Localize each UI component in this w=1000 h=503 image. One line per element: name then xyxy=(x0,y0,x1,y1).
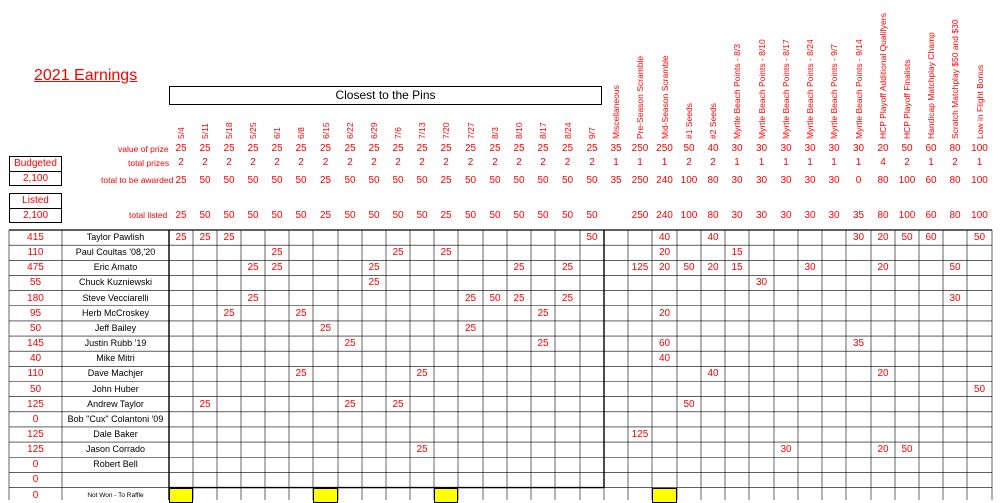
prize-cell: 25 xyxy=(416,444,428,456)
player-name: Jeff Bailey xyxy=(94,322,137,333)
value-of-prize-cell: 25 xyxy=(561,143,574,154)
prize-cell: 20 xyxy=(658,262,671,274)
player-name: Andrew Taylor xyxy=(87,398,144,409)
raffle-highlight xyxy=(434,488,458,503)
total-prizes-cell: 2 xyxy=(274,157,280,168)
prize-cell: 25 xyxy=(344,338,356,350)
prize-cell: 60 xyxy=(925,232,937,243)
total-prizes-cell: 2 xyxy=(250,157,256,168)
total-prizes-cell: 1 xyxy=(613,157,619,168)
prize-cell: 20 xyxy=(658,307,671,319)
total-awarded-label: total to be awarded xyxy=(101,175,174,185)
total-prizes-cell: 2 xyxy=(492,157,498,168)
prize-cell: 25 xyxy=(440,247,452,259)
total-listed-cell: 50 xyxy=(537,210,549,221)
value-of-prize-cell: 30 xyxy=(780,143,792,154)
prize-cell: 25 xyxy=(223,232,235,243)
column-header: #2 Seeds xyxy=(708,103,718,139)
prize-cell: 25 xyxy=(561,262,574,274)
prize-cell: 30 xyxy=(852,232,865,243)
total-prizes-cell: 2 xyxy=(395,157,401,168)
player-total: 110 xyxy=(27,368,44,380)
total-listed-cell: 60 xyxy=(925,210,937,221)
total-prizes-cell: 1 xyxy=(855,157,862,168)
column-header: 8/24 xyxy=(562,122,573,139)
value-of-prize-cell: 25 xyxy=(271,143,283,154)
total-prizes-cell: 1 xyxy=(758,157,765,168)
budgeted-label: Budgeted xyxy=(10,157,61,172)
column-header: 7/20 xyxy=(441,122,451,139)
total-listed-cell: 30 xyxy=(755,210,768,221)
player-name: Jason Corrado xyxy=(85,444,146,455)
total-awarded-cell: 50 xyxy=(199,175,211,186)
prize-cell: 50 xyxy=(949,262,961,274)
total-awarded-cell: 50 xyxy=(416,175,428,186)
player-name: John Huber xyxy=(92,383,139,394)
total-prizes-cell: 2 xyxy=(226,157,232,168)
total-awarded-cell: 35 xyxy=(610,175,622,186)
player-name: Steve Vecciarelli xyxy=(82,292,149,303)
total-prizes-cell: 2 xyxy=(952,157,958,168)
value-of-prize-cell: 30 xyxy=(755,143,768,154)
total-prizes-cell: 2 xyxy=(564,157,571,168)
total-prizes-label: total prizes xyxy=(128,158,170,168)
total-listed-cell: 25 xyxy=(175,210,187,221)
total-listed-cell: 50 xyxy=(271,210,283,221)
prize-cell: 25 xyxy=(199,232,211,243)
total-awarded-cell: 250 xyxy=(631,175,649,186)
prize-cell: 40 xyxy=(707,368,719,380)
player-name: Eric Amato xyxy=(93,262,138,273)
player-total: 125 xyxy=(27,398,44,410)
column-header: Handicap Matchplay Champ xyxy=(926,32,936,139)
value-of-prize-cell: 30 xyxy=(731,143,743,154)
column-header: 6/1 xyxy=(272,127,282,139)
total-prizes-cell: 2 xyxy=(322,157,329,168)
listed-value: 2,100 xyxy=(22,210,49,221)
closest-to-pins-header: Closest to the Pins xyxy=(169,86,602,105)
value-of-prize-cell: 25 xyxy=(586,143,598,154)
prize-cell: 40 xyxy=(658,232,671,243)
prize-cell: 40 xyxy=(707,232,719,243)
total-prizes-cell: 1 xyxy=(783,157,789,168)
player-total: 50 xyxy=(29,322,42,334)
player-total: 180 xyxy=(27,292,44,304)
total-awarded-cell: 50 xyxy=(392,175,404,186)
column-header: Myrtle Beach Points - 8/17 xyxy=(781,39,791,139)
total-awarded-cell: 30 xyxy=(731,175,743,186)
player-name: Bob "Cux" Colantoni '09 xyxy=(67,413,164,424)
total-awarded-cell: 50 xyxy=(513,175,525,186)
column-header: 6/15 xyxy=(320,122,331,139)
total-awarded-cell: 80 xyxy=(707,175,719,186)
player-total: 145 xyxy=(27,338,44,350)
column-header: #1 Seeds xyxy=(684,103,694,139)
total-awarded-cell: 50 xyxy=(271,175,283,186)
total-listed-cell: 30 xyxy=(804,210,816,221)
total-prizes-cell: 2 xyxy=(516,157,522,168)
total-awarded-cell: 100 xyxy=(680,175,698,186)
player-name: Robert Bell xyxy=(93,459,138,470)
total-listed-cell: 50 xyxy=(392,210,404,221)
column-header: Scratch Matchplay $50 and $30 xyxy=(950,19,960,139)
column-header: Myrtle Beach Points - 8/10 xyxy=(756,39,767,139)
prize-cell: 20 xyxy=(877,368,889,380)
player-name: Dave Machjer xyxy=(87,368,144,379)
total-prizes-cell: 2 xyxy=(710,157,716,168)
total-prizes-cell: 2 xyxy=(904,157,910,168)
prize-cell: 25 xyxy=(247,262,259,274)
total-awarded-cell: 30 xyxy=(804,175,816,186)
prize-cell: 25 xyxy=(271,262,283,274)
column-header: 5/11 xyxy=(200,123,210,139)
column-header: HCP Playoff Finalists xyxy=(902,59,912,139)
value-of-prize-cell: 20 xyxy=(877,143,889,154)
prize-cell: 20 xyxy=(877,262,889,274)
total-listed-cell: 30 xyxy=(731,210,743,221)
total-prizes-cell: 2 xyxy=(347,157,353,168)
total-listed-cell: 80 xyxy=(707,210,719,221)
player-total: 415 xyxy=(27,232,44,243)
prize-cell: 25 xyxy=(271,247,283,259)
total-prizes-cell: 2 xyxy=(298,157,304,168)
total-awarded-cell: 100 xyxy=(898,175,916,186)
column-header: Myrtle Beach Points - 9/7 xyxy=(829,44,839,139)
value-of-prize-cell: 25 xyxy=(319,143,332,154)
column-header: Miscellaneous xyxy=(611,85,621,139)
prize-cell: 30 xyxy=(780,444,792,456)
value-of-prize-cell: 250 xyxy=(656,143,673,154)
column-header: 8/10 xyxy=(514,122,524,139)
total-prizes-cell: 1 xyxy=(661,157,668,168)
column-header: 5/18 xyxy=(224,122,234,139)
total-awarded-cell: 50 xyxy=(295,175,307,186)
player-total: 0 xyxy=(32,474,39,486)
total-awarded-cell: 50 xyxy=(561,175,574,186)
player-total: 0 xyxy=(32,459,39,471)
prize-cell: 30 xyxy=(949,292,961,304)
column-header: 9/7 xyxy=(587,127,597,139)
value-of-prize-cell: 50 xyxy=(901,143,913,154)
player-name: Paul Coultas '08,'20 xyxy=(75,247,156,258)
player-total: 0 xyxy=(32,413,39,425)
prize-cell: 50 xyxy=(586,232,598,243)
value-of-prize-cell: 25 xyxy=(392,143,404,154)
total-listed-cell: 50 xyxy=(416,210,428,221)
budgeted-value: 2,100 xyxy=(22,173,49,184)
player-total: 110 xyxy=(27,247,44,259)
total-listed-cell: 25 xyxy=(440,210,452,221)
prize-cell: 60 xyxy=(658,338,671,350)
total-prizes-cell: 1 xyxy=(734,157,740,168)
prize-cell: 50 xyxy=(901,444,913,456)
prize-cell: 25 xyxy=(368,277,380,289)
total-listed-label: total listed xyxy=(129,210,168,220)
total-awarded-cell: 25 xyxy=(440,175,452,186)
prize-cell: 30 xyxy=(804,262,816,274)
value-of-prize-cell: 30 xyxy=(828,143,840,154)
prize-cell: 125 xyxy=(631,262,649,274)
column-header: 6/22 xyxy=(345,122,355,139)
prize-cell: 40 xyxy=(658,353,671,365)
column-header: Myrtle Beach Points - 8/24 xyxy=(805,39,815,139)
prize-cell: 25 xyxy=(295,307,307,319)
total-awarded-cell: 50 xyxy=(344,175,356,186)
total-listed-cell: 30 xyxy=(828,210,840,221)
player-total: 50 xyxy=(29,383,42,395)
raffle-highlight xyxy=(652,488,677,503)
value-of-prize-cell: 100 xyxy=(971,143,988,154)
total-listed-cell: 35 xyxy=(852,210,865,221)
prize-cell: 25 xyxy=(464,292,477,304)
total-prizes-cell: 2 xyxy=(589,157,595,168)
value-of-prize-cell: 25 xyxy=(537,143,549,154)
value-of-prize-label: value of prize xyxy=(118,144,169,154)
prize-cell: 50 xyxy=(901,232,913,243)
value-of-prize-cell: 25 xyxy=(368,143,380,154)
total-awarded-cell: 30 xyxy=(780,175,792,186)
total-listed-cell: 50 xyxy=(561,210,574,221)
prize-cell: 25 xyxy=(319,322,332,334)
column-header: 7/6 xyxy=(393,127,403,139)
prize-cell: 35 xyxy=(852,338,865,350)
value-of-prize-cell: 40 xyxy=(707,143,719,154)
prize-cell: 25 xyxy=(175,232,187,243)
prize-cell: 25 xyxy=(199,398,211,410)
value-of-prize-cell: 35 xyxy=(610,143,622,154)
value-of-prize-cell: 25 xyxy=(464,143,477,154)
total-awarded-cell: 100 xyxy=(971,175,988,186)
prize-cell: 25 xyxy=(344,398,356,410)
player-name: Taylor Pawlish xyxy=(86,232,145,242)
column-header: Myrtle Beach Points - 9/14 xyxy=(853,39,864,139)
column-header: HCP Playoff Additional Qualifyers xyxy=(878,13,888,139)
total-listed-cell: 50 xyxy=(513,210,525,221)
prize-cell: 50 xyxy=(683,398,695,410)
listed-label: Listed xyxy=(10,194,61,209)
column-header: 8/17 xyxy=(538,122,548,139)
player-total: 40 xyxy=(29,353,42,365)
column-header: 8/3 xyxy=(490,127,500,139)
column-header: 6/8 xyxy=(296,127,306,139)
total-prizes-cell: 1 xyxy=(928,157,934,168)
column-header: Myrtle Beach Points - 8/3 xyxy=(732,44,742,139)
prize-cell: 50 xyxy=(489,292,501,304)
prize-cell: 25 xyxy=(537,307,549,319)
player-name: Herb McCroskey xyxy=(81,307,149,318)
prize-cell: 50 xyxy=(973,232,986,243)
player-name: Dale Baker xyxy=(93,428,138,439)
total-listed-cell: 50 xyxy=(247,210,259,221)
total-awarded-cell: 30 xyxy=(828,175,840,186)
column-header: Low in Flight Bonus xyxy=(974,64,985,139)
raffle-highlight xyxy=(313,488,338,503)
total-awarded-cell: 50 xyxy=(368,175,380,186)
total-awarded-cell: 0 xyxy=(855,175,862,186)
prize-cell: 25 xyxy=(368,262,380,274)
player-total: 0 xyxy=(32,489,39,501)
player-name: Not Won - To Raffle xyxy=(87,491,144,499)
total-listed-cell: 240 xyxy=(656,210,673,221)
value-of-prize-cell: 25 xyxy=(175,143,187,154)
value-of-prize-cell: 60 xyxy=(925,143,937,154)
total-listed-cell: 50 xyxy=(586,210,598,221)
column-header: 6/29 xyxy=(369,122,379,139)
total-listed-cell: 50 xyxy=(199,210,211,221)
value-of-prize-cell: 50 xyxy=(683,143,695,154)
total-awarded-cell: 240 xyxy=(656,175,673,186)
prize-cell: 50 xyxy=(683,262,695,274)
total-awarded-cell: 60 xyxy=(925,175,937,186)
prize-cell: 20 xyxy=(877,444,889,456)
value-of-prize-cell: 25 xyxy=(513,143,525,154)
value-of-prize-cell: 25 xyxy=(416,143,428,154)
prize-cell: 20 xyxy=(877,232,889,243)
total-awarded-cell: 25 xyxy=(175,175,187,186)
column-header: 7/27 xyxy=(465,122,476,139)
total-listed-cell: 100 xyxy=(898,210,916,221)
total-awarded-cell: 50 xyxy=(247,175,259,186)
total-prizes-cell: 2 xyxy=(202,157,208,168)
total-awarded-cell: 30 xyxy=(755,175,768,186)
player-total: 125 xyxy=(27,444,44,456)
total-listed-cell: 50 xyxy=(368,210,380,221)
total-listed-cell: 250 xyxy=(631,210,649,221)
prize-cell: 25 xyxy=(537,338,549,350)
total-prizes-cell: 2 xyxy=(467,157,474,168)
prize-cell: 125 xyxy=(631,428,649,440)
prize-cell: 25 xyxy=(295,368,307,380)
total-awarded-cell: 50 xyxy=(464,175,477,186)
total-awarded-cell: 50 xyxy=(586,175,598,186)
total-awarded-cell: 80 xyxy=(949,175,961,186)
prize-cell: 15 xyxy=(731,262,743,274)
total-listed-cell: 30 xyxy=(780,210,792,221)
total-listed-cell: 50 xyxy=(223,210,235,221)
total-listed-cell: 100 xyxy=(971,210,988,221)
prize-cell: 25 xyxy=(464,322,477,334)
column-header: 5/25 xyxy=(248,122,258,139)
player-total: 95 xyxy=(29,307,42,319)
page-title: 2021 Earnings xyxy=(34,67,138,84)
column-header: 5/4 xyxy=(176,127,186,139)
total-listed-cell: 80 xyxy=(877,210,889,221)
value-of-prize-cell: 25 xyxy=(489,143,501,154)
value-of-prize-cell: 25 xyxy=(247,143,259,154)
prize-cell: 25 xyxy=(392,247,404,259)
player-name: Chuck Kuzniewski xyxy=(78,277,153,288)
prize-cell: 15 xyxy=(731,247,743,259)
total-prizes-cell: 1 xyxy=(976,157,983,168)
column-header: 7/13 xyxy=(417,122,427,139)
total-listed-cell: 50 xyxy=(295,210,307,221)
total-awarded-cell: 50 xyxy=(223,175,235,186)
raffle-highlight xyxy=(169,488,193,503)
total-prizes-cell: 2 xyxy=(540,157,546,168)
player-total: 475 xyxy=(27,262,44,274)
player-total: 125 xyxy=(27,428,44,440)
total-prizes-cell: 1 xyxy=(831,157,837,168)
total-prizes-cell: 1 xyxy=(637,157,643,168)
prize-cell: 20 xyxy=(658,247,671,259)
total-listed-cell: 100 xyxy=(680,210,698,221)
total-awarded-cell: 50 xyxy=(489,175,501,186)
total-prizes-cell: 2 xyxy=(443,157,449,168)
prize-cell: 25 xyxy=(392,398,404,410)
value-of-prize-cell: 80 xyxy=(949,143,961,154)
prize-cell: 25 xyxy=(247,292,259,304)
value-of-prize-cell: 250 xyxy=(631,143,649,154)
total-prizes-cell: 2 xyxy=(371,157,377,168)
prize-cell: 50 xyxy=(973,383,986,395)
total-awarded-cell: 50 xyxy=(537,175,549,186)
player-total: 55 xyxy=(29,277,42,289)
prize-cell: 25 xyxy=(416,368,428,380)
total-prizes-cell: 2 xyxy=(419,157,425,168)
column-header: Pre-Season Scramble xyxy=(635,55,645,139)
value-of-prize-cell: 25 xyxy=(295,143,307,154)
total-prizes-cell: 4 xyxy=(880,157,886,168)
total-listed-cell: 25 xyxy=(319,210,332,221)
total-listed-cell: 80 xyxy=(949,210,961,221)
prize-cell: 20 xyxy=(707,262,719,274)
value-of-prize-cell: 30 xyxy=(852,143,865,154)
prize-cell: 30 xyxy=(755,277,768,289)
total-prizes-cell: 2 xyxy=(686,157,692,168)
prize-cell: 25 xyxy=(561,292,574,304)
total-listed-cell: 50 xyxy=(464,210,477,221)
total-prizes-cell: 1 xyxy=(807,157,813,168)
value-of-prize-cell: 30 xyxy=(804,143,816,154)
total-awarded-cell: 80 xyxy=(877,175,889,186)
value-of-prize-cell: 25 xyxy=(344,143,356,154)
prize-cell: 25 xyxy=(223,307,235,319)
column-header: Mid-Season Scramble xyxy=(659,55,670,139)
value-of-prize-cell: 25 xyxy=(199,143,211,154)
total-prizes-cell: 2 xyxy=(178,157,184,168)
total-listed-cell: 50 xyxy=(344,210,356,221)
player-name: Mike Mitri xyxy=(96,353,135,364)
value-of-prize-cell: 25 xyxy=(440,143,452,154)
value-of-prize-cell: 25 xyxy=(223,143,235,154)
prize-cell: 25 xyxy=(513,292,525,304)
player-name: Justin Rubb '19 xyxy=(84,338,147,349)
prize-cell: 25 xyxy=(513,262,525,274)
total-awarded-cell: 25 xyxy=(319,175,332,186)
total-listed-cell: 50 xyxy=(489,210,501,221)
